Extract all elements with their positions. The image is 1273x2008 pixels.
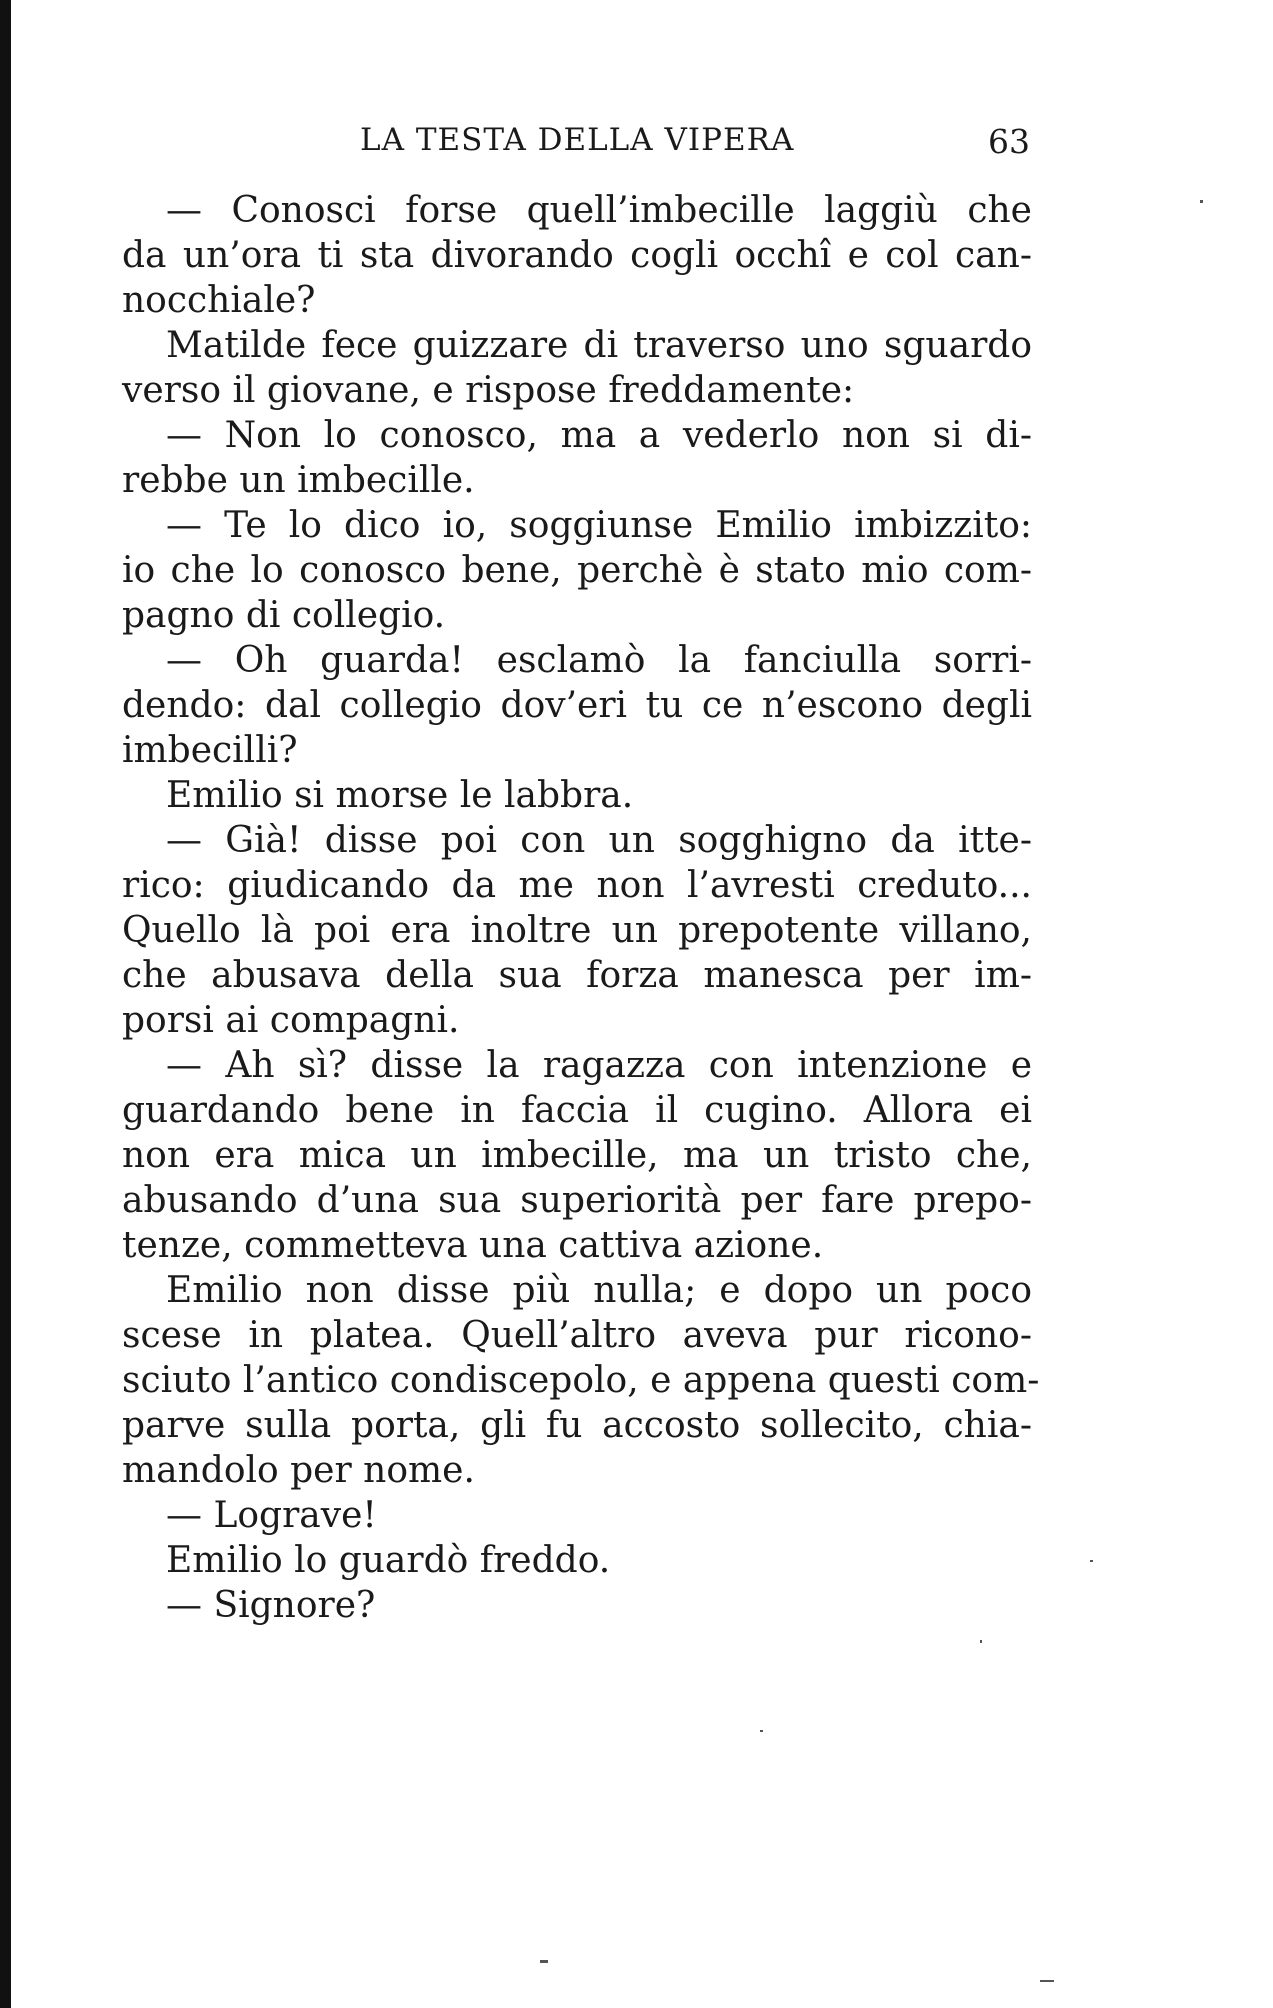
text-line: sciuto l’antico condiscepolo, e appena questi com- bbox=[122, 1360, 1040, 1401]
text-line: — Signore? bbox=[166, 1585, 376, 1626]
text-line: — Non lo conosco, ma a vederlo non si di- bbox=[166, 415, 1032, 456]
text-line: Emilio non disse più nulla; e dopo un poco bbox=[166, 1270, 1032, 1311]
text-line: non era mica un imbecille, ma un tristo che, bbox=[122, 1135, 1032, 1176]
page-number: 63 bbox=[988, 122, 1030, 161]
text-line: parve sulla porta, gli fu accosto sollecito, chia- bbox=[122, 1405, 1032, 1446]
scan-speck bbox=[1040, 1980, 1054, 1982]
text-line: scese in platea. Quell’altro aveva pur ricono- bbox=[122, 1315, 1032, 1356]
text-line: — Te lo dico io, soggiunse Emilio imbizzito: bbox=[166, 505, 1032, 546]
page-header bbox=[130, 122, 1030, 166]
text-line: rebbe un imbecille. bbox=[122, 460, 475, 501]
text-line: porsi ai compagni. bbox=[122, 1000, 460, 1041]
body-text bbox=[122, 188, 1040, 1628]
text-line: tenze, commetteva una cattiva azione. bbox=[122, 1225, 824, 1266]
scan-speck bbox=[1090, 1560, 1093, 1562]
text-line: — Lograve! bbox=[166, 1495, 377, 1536]
text-line: guardando bene in faccia il cugino. Allora ei bbox=[122, 1090, 1032, 1131]
text-line: nocchiale? bbox=[122, 280, 316, 321]
text-line: Matilde fece guizzare di traverso uno sguardo bbox=[166, 325, 1032, 366]
scan-speck bbox=[1200, 200, 1203, 203]
scan-speck bbox=[760, 1730, 763, 1732]
scan-speck bbox=[540, 1960, 548, 1963]
text-line: dendo: dal collegio dov’eri tu ce n’escono degli bbox=[122, 685, 1032, 726]
text-line: Emilio si morse le labbra. bbox=[166, 775, 634, 816]
book-spine-edge bbox=[0, 0, 11, 2008]
running-title: LA TESTA DELLA VIPERA bbox=[360, 122, 795, 158]
text-line: Quello là poi era inoltre un prepotente villano, bbox=[122, 910, 1032, 951]
scan-speck bbox=[980, 1640, 982, 1643]
text-line: che abusava della sua forza manesca per im- bbox=[122, 955, 1032, 996]
text-line: verso il giovane, e rispose freddamente: bbox=[122, 370, 855, 411]
text-line: mandolo per nome. bbox=[122, 1450, 475, 1491]
text-line: — Oh guarda! esclamò la fanciulla sorri- bbox=[166, 640, 1032, 681]
text-line: pagno di collegio. bbox=[122, 595, 446, 636]
text-line: Emilio lo guardò freddo. bbox=[166, 1540, 611, 1581]
text-line: imbecilli? bbox=[122, 730, 298, 771]
text-line: — Ah sì? disse la ragazza con intenzione e bbox=[166, 1045, 1032, 1086]
text-line: — Già! disse poi con un sogghigno da itte- bbox=[166, 820, 1032, 861]
text-line: rico: giudicando da me non l’avresti creduto... bbox=[122, 865, 1032, 906]
text-line: da un’ora ti sta divorando cogli occhî e col can- bbox=[122, 235, 1032, 276]
text-line: — Conosci forse quell’imbecille laggiù che bbox=[166, 190, 1032, 231]
text-line: io che lo conosco bene, perchè è stato mio com- bbox=[122, 550, 1032, 591]
text-line: abusando d’una sua superiorità per fare prepo- bbox=[122, 1180, 1032, 1221]
